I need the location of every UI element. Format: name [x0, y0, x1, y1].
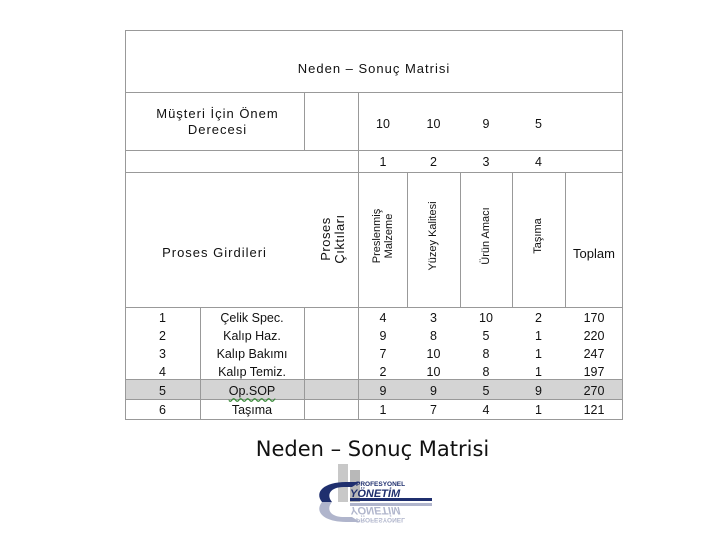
row-number: 6	[159, 403, 166, 417]
cause-effect-matrix	[125, 30, 623, 420]
column-number: 4	[535, 155, 542, 169]
cell-value: 5	[482, 384, 490, 398]
cell-value: 8	[482, 365, 490, 379]
total-header: Toplam	[573, 246, 615, 261]
importance-label: Müşteri İçin Önem Derecesi	[156, 106, 279, 137]
cell-value: 9	[379, 384, 387, 398]
process-input-name: Kalıp Haz.	[223, 329, 281, 343]
row-total: 197	[583, 365, 605, 379]
cell-value: 1	[379, 403, 387, 417]
cell-value: 2	[379, 365, 387, 379]
cell-value: 4	[379, 311, 387, 325]
cell-value: 10	[426, 365, 441, 379]
row-number: 3	[159, 347, 166, 361]
cell-value: 9	[379, 329, 387, 343]
output-column-header: Ürün Amacı	[480, 207, 492, 265]
cell-value: 8	[430, 329, 437, 343]
svg-text:PROFESYONEL: PROFESYONEL	[356, 516, 406, 523]
cell-value: 4	[482, 403, 490, 417]
row-total: 220	[583, 329, 605, 343]
matrix-title: Neden – Sonuç Matrisi	[297, 61, 451, 76]
process-input-name: Kalıp Temiz.	[218, 365, 286, 379]
row-total: 121	[583, 403, 605, 417]
row-total: 270	[583, 384, 605, 398]
svg-text:YÖNETİM: YÖNETİM	[350, 504, 401, 516]
cell-value: 1	[535, 403, 542, 417]
row-number: 4	[159, 365, 166, 379]
row-number: 5	[159, 384, 166, 398]
cell-value: 3	[430, 311, 437, 325]
inputs-header: Proses Girdileri	[162, 245, 267, 260]
output-column-header: Yüzey Kalitesi	[427, 201, 439, 271]
cell-value: 10	[479, 311, 493, 325]
cell-value: 9	[430, 384, 437, 398]
process-input-name: Kalıp Bakımı	[216, 347, 288, 361]
row-total: 170	[583, 311, 605, 325]
profesyonel-yonetim-logo	[300, 462, 445, 540]
cell-value: 9	[535, 384, 542, 398]
process-input-name: Taşıma	[231, 403, 273, 417]
process-input-name: Çelik Spec.	[220, 311, 284, 325]
column-number: 2	[430, 155, 437, 169]
outputs-header: Proses Çıktıları	[318, 214, 347, 264]
cell-value: 5	[482, 329, 490, 343]
importance-value: 10	[426, 117, 441, 131]
cell-value: 1	[535, 365, 542, 379]
row-number: 2	[159, 329, 166, 343]
cell-value: 2	[535, 311, 542, 325]
output-column-header: Taşıma	[532, 218, 544, 254]
importance-value: 10	[376, 117, 390, 131]
cell-value: 8	[482, 347, 490, 361]
output-column-header: Preslenmiş Malzeme	[371, 208, 395, 264]
column-number: 1	[379, 155, 387, 169]
importance-value: 9	[482, 117, 490, 131]
cell-value: 1	[535, 329, 542, 343]
importance-value: 5	[535, 117, 542, 131]
cell-value: 7	[430, 403, 437, 417]
slide-caption: Neden – Sonuç Matrisi	[255, 437, 490, 461]
row-number: 1	[159, 311, 166, 325]
process-input-name: Op.SOP	[228, 384, 276, 398]
cell-value: 7	[379, 347, 387, 361]
cell-value: 1	[535, 347, 542, 361]
svg-text:YÖNETİM: YÖNETİM	[350, 488, 401, 500]
column-number: 3	[482, 155, 490, 169]
svg-text:PROFESYONEL: PROFESYONEL	[356, 481, 406, 488]
cell-value: 10	[426, 347, 441, 361]
row-total: 247	[583, 347, 605, 361]
